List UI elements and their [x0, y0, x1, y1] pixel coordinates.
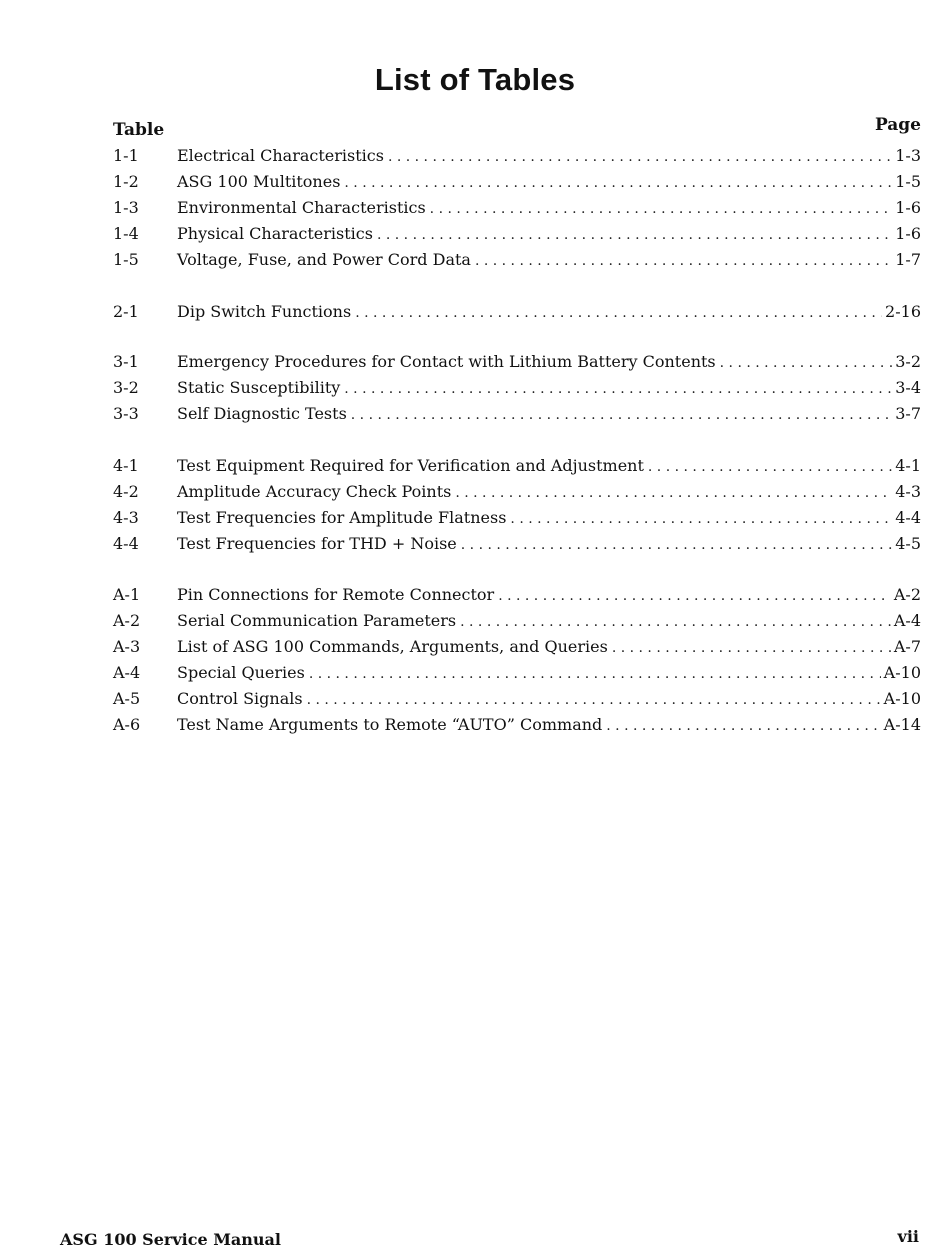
entry-number: 1-2	[113, 172, 139, 191]
entry-page: 3-2	[895, 352, 921, 371]
entry-title: Pin Connections for Remote Connector	[177, 585, 495, 604]
entry-number: 3-1	[113, 352, 139, 371]
entry-title: List of ASG 100 Commands, Arguments, and Queries	[177, 637, 608, 656]
entry-title: Test Name Arguments to Remote “AUTO” Command	[177, 715, 603, 734]
toc-entry[interactable]	[113, 715, 921, 737]
toc-entry[interactable]	[113, 198, 921, 220]
entry-number: A-2	[113, 611, 141, 630]
toc-entry[interactable]	[113, 378, 921, 400]
entry-page: A-10	[883, 689, 921, 708]
dot-leader	[388, 149, 892, 165]
toc-entry[interactable]	[113, 611, 921, 633]
dot-leader	[355, 305, 882, 321]
toc-entry[interactable]	[113, 404, 921, 426]
entry-title: Test Frequencies for THD + Noise	[177, 534, 457, 553]
toc-entry[interactable]	[113, 352, 921, 374]
page-column-header: Page	[874, 115, 921, 135]
entry-page: 3-7	[895, 404, 921, 423]
table-column-header: Table	[113, 120, 165, 140]
toc-entry[interactable]	[113, 508, 921, 530]
entry-number: 1-5	[113, 250, 139, 269]
entry-title: Self Diagnostic Tests	[177, 404, 347, 423]
entry-title: Test Frequencies for Amplitude Flatness	[177, 508, 507, 527]
entry-page: 3-4	[895, 378, 921, 397]
dot-leader	[344, 381, 892, 397]
entry-page: 1-3	[895, 146, 921, 165]
entry-number: 4-4	[113, 534, 139, 553]
entry-page: 2-16	[885, 302, 921, 321]
toc-entry[interactable]	[113, 456, 921, 478]
entry-page: A-2	[893, 585, 921, 604]
dot-leader	[461, 537, 892, 553]
toc-entry[interactable]	[113, 224, 921, 246]
entry-page: 4-1	[895, 456, 921, 475]
entry-number: A-3	[113, 637, 141, 656]
entry-page: 1-5	[895, 172, 921, 191]
entry-title: ASG 100 Multitones	[177, 172, 341, 191]
entry-number: A-4	[113, 663, 141, 682]
entry-title: Environmental Characteristics	[177, 198, 426, 217]
dot-leader	[377, 227, 892, 243]
entry-page: 4-4	[895, 508, 921, 527]
dot-leader	[309, 666, 881, 682]
dot-leader	[344, 175, 892, 191]
dot-leader	[498, 588, 891, 604]
entry-number: 2-1	[113, 302, 139, 321]
entry-title: Emergency Procedures for Contact with Lithium Battery Contents	[177, 352, 716, 371]
toc-entry[interactable]	[113, 302, 921, 324]
entry-number: 3-3	[113, 404, 139, 423]
entry-number: 3-2	[113, 378, 139, 397]
entry-title: Control Signals	[177, 689, 303, 708]
entry-number: 4-1	[113, 456, 139, 475]
entry-title: Electrical Characteristics	[177, 146, 384, 165]
entry-page: A-7	[893, 637, 921, 656]
toc-entry[interactable]	[113, 585, 921, 607]
dot-leader	[455, 485, 892, 501]
entry-title: Physical Characteristics	[177, 224, 373, 243]
entry-number: 4-2	[113, 482, 139, 501]
dot-leader	[612, 640, 891, 656]
toc-entry[interactable]	[113, 172, 921, 194]
entry-page: 1-6	[895, 224, 921, 243]
entry-number: 1-1	[113, 146, 139, 165]
toc-entry[interactable]	[113, 663, 921, 685]
entry-title: Serial Communication Parameters	[177, 611, 457, 630]
entry-title: Dip Switch Functions	[177, 302, 352, 321]
entry-title: Amplitude Accuracy Check Points	[177, 482, 452, 501]
entry-page: 1-7	[895, 250, 921, 269]
entry-title: Test Equipment Required for Verification and Adjustment	[177, 456, 644, 475]
entry-number: A-1	[113, 585, 141, 604]
entry-number: A-5	[113, 689, 141, 708]
toc-entry[interactable]	[113, 146, 921, 168]
toc-entry[interactable]	[113, 482, 921, 504]
entry-number: A-6	[113, 715, 141, 734]
entry-page: 4-3	[895, 482, 921, 501]
dot-leader	[606, 718, 880, 734]
entry-title: Voltage, Fuse, and Power Cord Data	[177, 250, 471, 269]
entry-title: Special Queries	[177, 663, 305, 682]
entry-page: A-10	[883, 663, 921, 682]
dot-leader	[460, 614, 891, 630]
page-title: List of Tables	[374, 62, 576, 97]
entry-page: A-4	[893, 611, 921, 630]
dot-leader	[720, 355, 893, 371]
toc-entry[interactable]	[113, 637, 921, 659]
dot-leader	[510, 511, 892, 527]
entry-page: 1-6	[895, 198, 921, 217]
entry-number: 4-3	[113, 508, 139, 527]
dot-leader	[475, 253, 892, 269]
entry-page: 4-5	[895, 534, 921, 553]
entry-page: A-14	[883, 715, 921, 734]
footer-page-number: vii	[897, 1227, 919, 1246]
dot-leader	[351, 407, 892, 423]
toc-entry[interactable]	[113, 689, 921, 711]
toc-entry[interactable]	[113, 250, 921, 272]
toc-entry[interactable]	[113, 534, 921, 556]
entry-number: 1-3	[113, 198, 139, 217]
entry-number: 1-4	[113, 224, 139, 243]
footer-manual-title: ASG 100 Service Manual	[60, 1230, 281, 1249]
entry-title: Static Susceptibility	[177, 378, 341, 397]
dot-leader	[430, 201, 893, 217]
dot-leader	[307, 692, 881, 708]
dot-leader	[648, 459, 892, 475]
